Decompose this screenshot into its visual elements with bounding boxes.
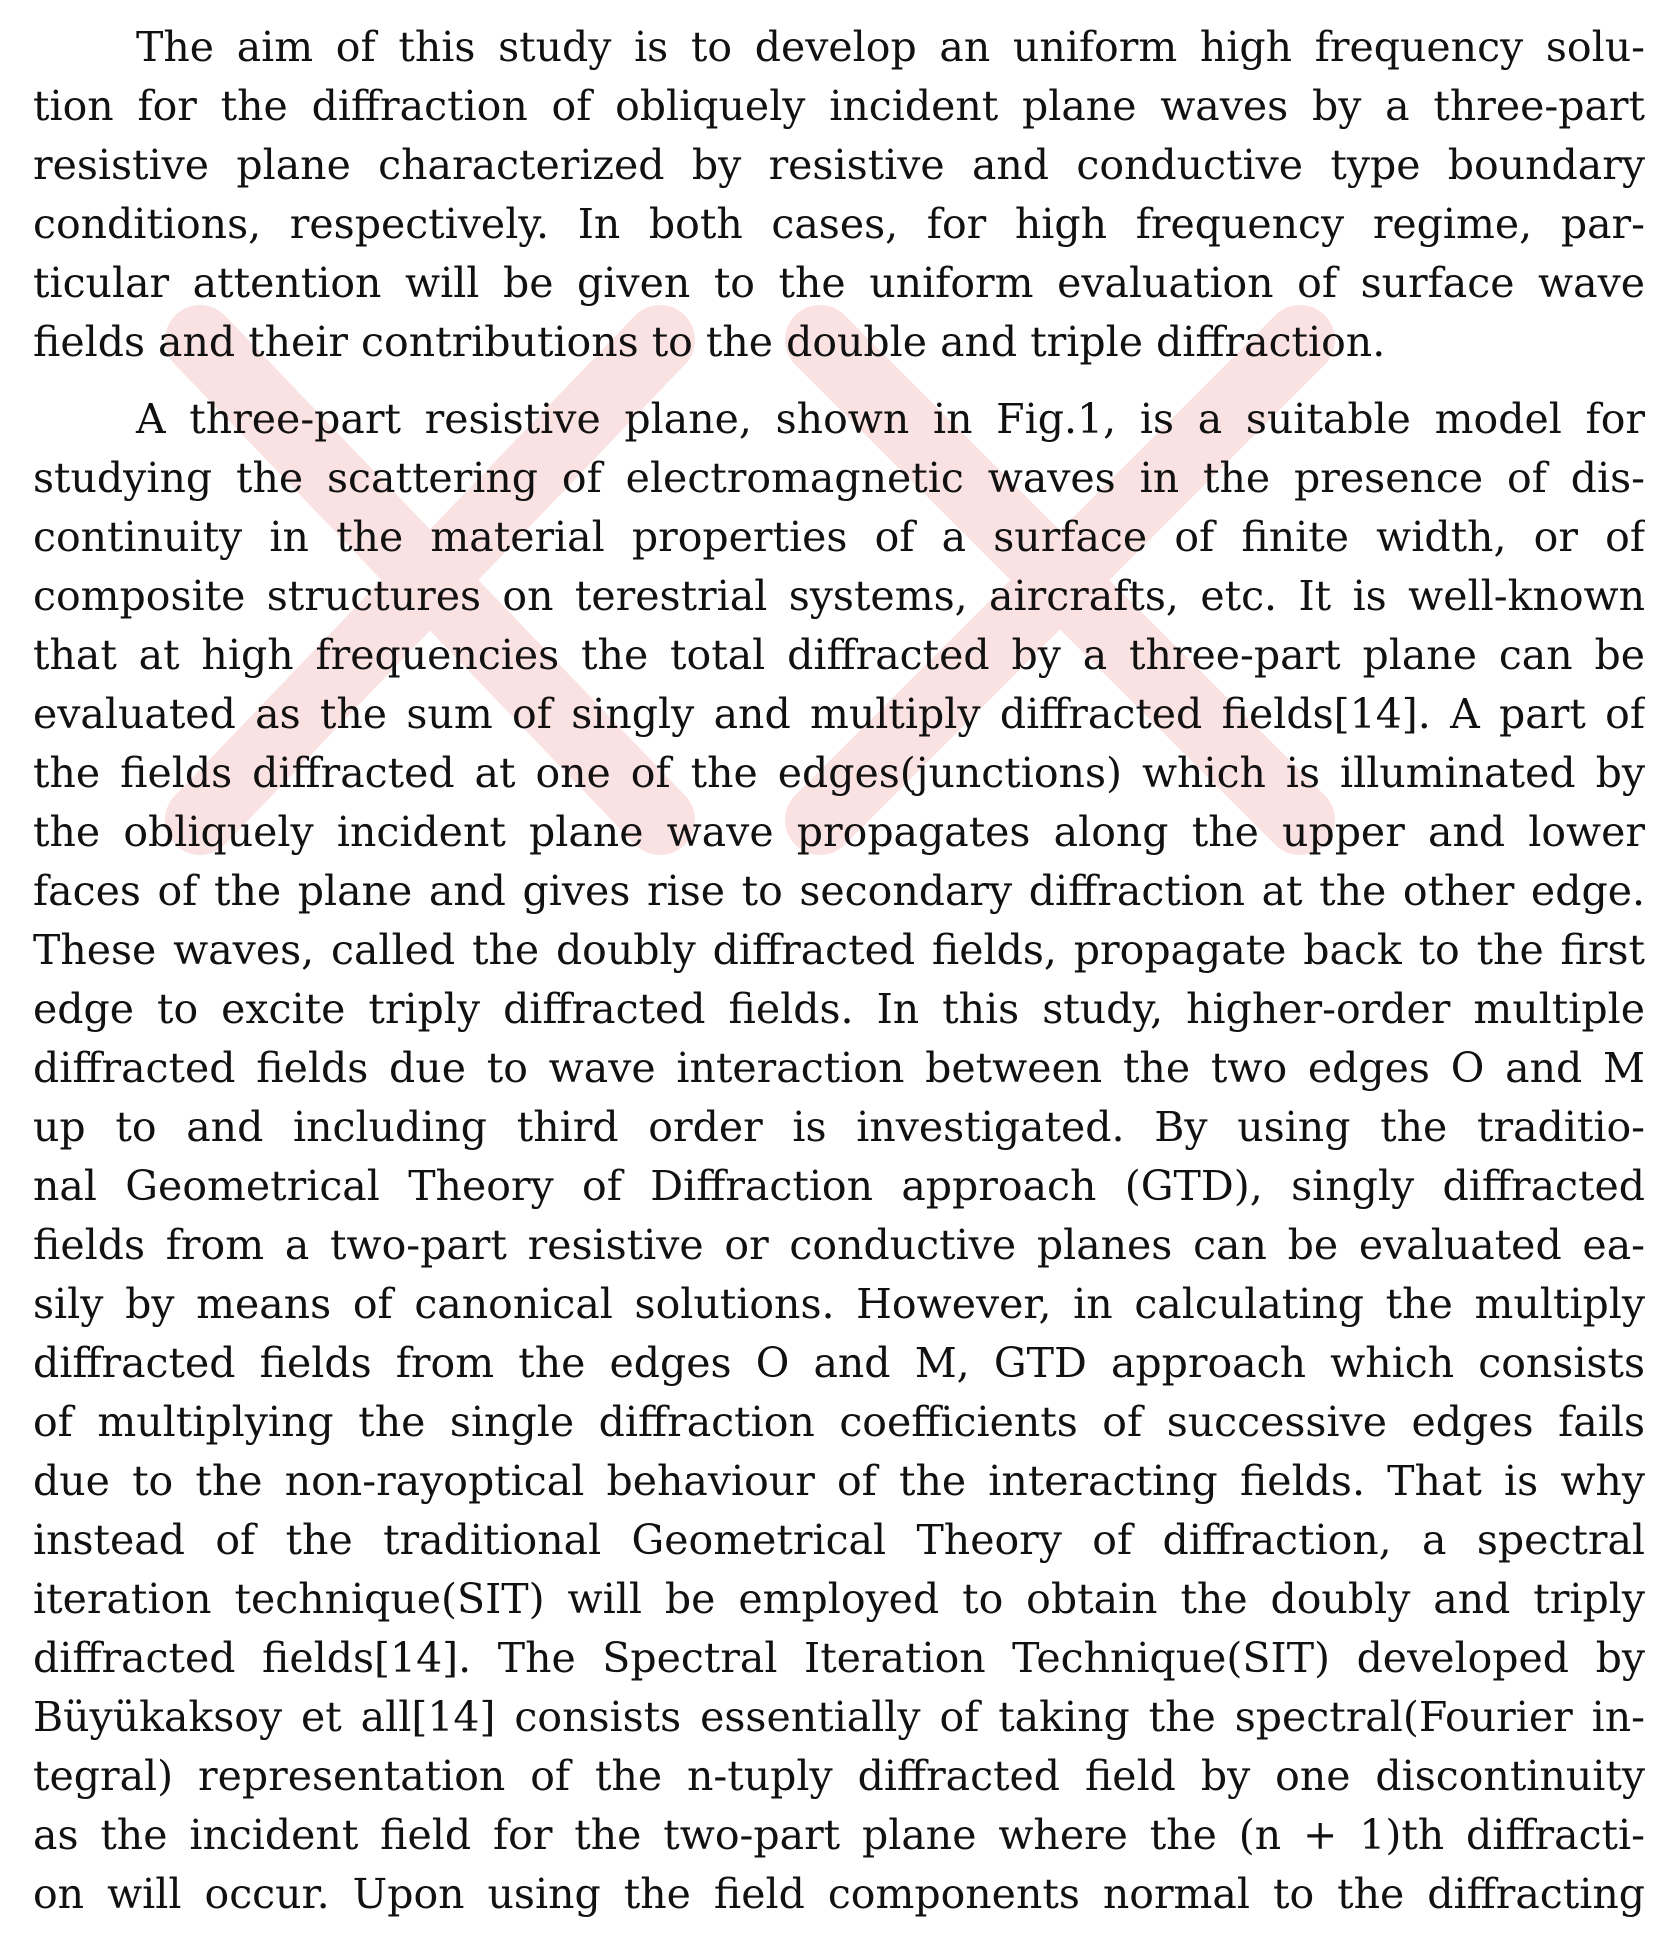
text-line: These waves, called the doubly diffracted fields, propagate back to the first xyxy=(33,926,1645,974)
paragraph-intro xyxy=(33,18,1645,372)
text-line: faces of the plane and gives rise to secondary diffraction at the other edge. xyxy=(33,867,1645,915)
text-line: Büyükaksoy et all[14] consists essentially of taking the spectral(Fourier in- xyxy=(33,1693,1645,1741)
text-line: resistive plane characterized by resistive and conductive type boundary xyxy=(33,141,1645,189)
text-line: tion for the diffraction of obliquely incident plane waves by a three-part xyxy=(33,82,1645,130)
text-line: due to the non-rayoptical behaviour of the interacting fields. That is why xyxy=(33,1457,1645,1505)
text-line: tegral) representation of the n-tuply diffracted field by one discontinuity xyxy=(33,1752,1645,1800)
paragraph-three-part-plane xyxy=(33,390,1645,1924)
text-line: of multiplying the single diffraction coefficients of successive edges fails xyxy=(33,1398,1645,1446)
text-line: edge to excite triply diffracted fields. In this study, higher-order multiple xyxy=(33,985,1645,1033)
text-line: A three-part resistive plane, shown in Fig.1, is a suitable model for xyxy=(136,395,1645,443)
text-line: ticular attention will be given to the uniform evaluation of surface wave xyxy=(33,259,1645,307)
document-body xyxy=(33,0,1645,1924)
text-line: that at high frequencies the total diffracted by a three-part plane can be xyxy=(33,631,1645,679)
text-line: evaluated as the sum of singly and multiply diffracted fields[14]. A part of xyxy=(33,690,1645,738)
text-line: diffracted fields due to wave interaction between the two edges O and M xyxy=(33,1044,1645,1092)
text-line: studying the scattering of electromagnetic waves in the presence of dis- xyxy=(33,454,1645,502)
text-line: iteration technique(SIT) will be employed to obtain the doubly and triply xyxy=(33,1575,1645,1623)
text-line: continuity in the material properties of a surface of finite width, or of xyxy=(33,513,1645,561)
text-line: the obliquely incident plane wave propagates along the upper and lower xyxy=(33,808,1645,856)
text-line: nal Geometrical Theory of Diffraction approach (GTD), singly diffracted xyxy=(33,1162,1645,1210)
text-line: sily by means of canonical solutions. However, in calculating the multiply xyxy=(33,1280,1645,1328)
text-line: fields from a two-part resistive or conductive planes can be evaluated ea- xyxy=(33,1221,1645,1269)
text-line: up to and including third order is investigated. By using the traditio- xyxy=(33,1103,1645,1151)
text-line: instead of the traditional Geometrical Theory of diffraction, a spectral xyxy=(33,1516,1645,1564)
text-line: as the incident field for the two-part plane where the (n + 1)th diffracti- xyxy=(33,1811,1645,1859)
text-line: fields and their contributions to the double and triple diffraction. xyxy=(33,318,1386,366)
text-line: conditions, respectively. In both cases, for high frequency regime, par- xyxy=(33,200,1645,248)
text-line: the fields diffracted at one of the edges(junctions) which is illuminated by xyxy=(33,749,1645,797)
text-line: diffracted fields[14]. The Spectral Iteration Technique(SIT) developed by xyxy=(33,1634,1645,1682)
text-line: diffracted fields from the edges O and M, GTD approach which consists xyxy=(33,1339,1645,1387)
text-line: on will occur. Upon using the field components normal to the diffracting xyxy=(33,1870,1645,1918)
text-line: composite structures on terestrial systems, aircrafts, etc. It is well-known xyxy=(33,572,1645,620)
text-line: The aim of this study is to develop an uniform high frequency solu- xyxy=(136,23,1645,71)
